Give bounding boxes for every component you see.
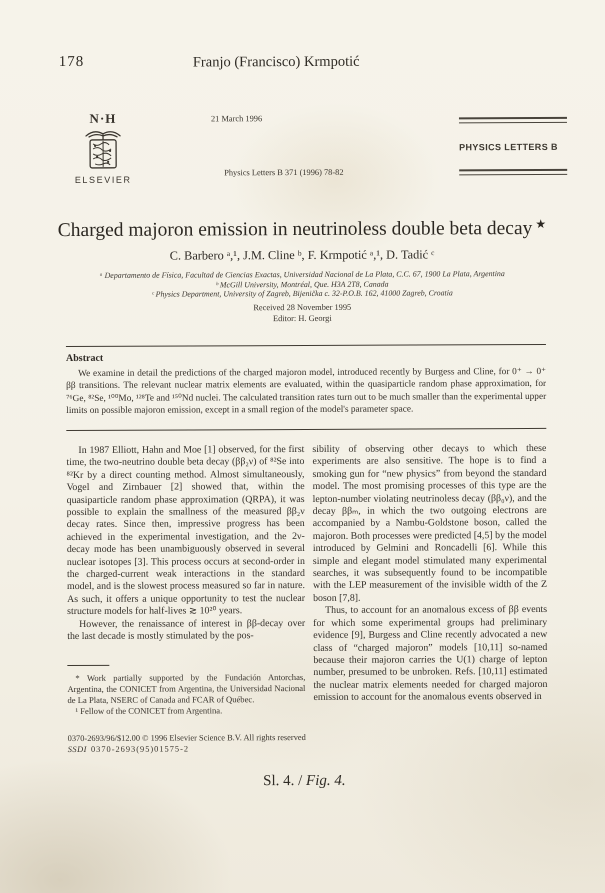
ssdi-line [68,744,306,756]
double-rule-bottom [459,169,567,175]
page-number: 178 [58,53,85,71]
double-rule-top [459,117,567,123]
running-head [0,52,604,77]
caption-prefix: Sl. 4. / [263,772,307,790]
footnote-star: * Work partially supported by the Fundación Antorchas, Argentina, the CONICET from Argentina, the Universidad Nacional de La Plata, NSERC of Canada and FCAR of Québec. [67,671,306,706]
caption-fig-label: Fig. 4. [305,772,346,789]
body-paragraph: sibility of observing other decays to which these experiments are also sensitive. The hope is to find a smoking gun for “new physics” from beyond the standard model. The most promising processes of this type are the lepton-number violating neutrinoless decay (ββ₀ν), and the decay ββₘ, in which the two outgoing electrons are accompanied by a Nambu-Goldstone boson, called the majoron. Both processes were predicted [4,5] by the model introduced by Gelmini and Roncadelli [6]. While this simple and elegant model stimulated many experimental searches, it was subsequently found to be incompatible with the LEP measurement of the invisible width of the Z boson [7,8]. [312,442,548,604]
elsevier-logo [61,111,145,185]
north-holland-monogram: N·H [89,110,117,126]
article-title-text: Charged majoron emission in neutrinoless double beta decay [57,217,533,242]
affiliation-a: ᵃ Departamento de Física, Facultad de Ciencias Exactas, Universidad Nacional de La Plata, C.C. 67, 1900 La Plata, Argentina [99,269,505,280]
title-footnote-star-icon: ★ [535,216,547,231]
left-column [66,444,305,644]
elsevier-tree-emblem-icon [81,127,125,173]
affiliations [30,269,575,300]
ssdi-number: 0370-2693(95)01575-2 [90,744,190,754]
abstract-rule-bottom [66,428,546,431]
affiliation-b: ᵇ McGill University, Montréal, Que. H3A 2T8, Canada [215,279,389,289]
editor-line: Editor: H. Georgi [272,313,332,324]
authors-line: C. Barbero ᵃ,¹, J.M. Cline ᵇ, F. Krmpotić ᵃ,¹, D. Tadić ᶜ [169,247,435,263]
received-date: Received 28 November 1995 [253,302,352,313]
article-title [39,217,564,242]
figure-caption [2,772,605,792]
issue-date: 21 March 1996 [210,114,263,124]
journal-banner [459,117,567,175]
journal-name: PHYSICS LETTERS B [459,141,558,153]
copyright-line: 0370-2693/96/$12.00 © 1996 Elsevier Science B.V. All rights reserved [67,732,306,744]
abstract-rule-top [66,344,546,347]
footnotes [67,664,305,717]
affiliation-c: ᶜ Physics Department, University of Zagreb, Bijenička c. 32-P.O.B. 162, 41000 Zagreb, Croatia [151,288,453,299]
body-paragraph: In 1987 Elliott, Hahn and Moe [1] observed, for the first time, the two-neutrino double beta decay (ββ₂ν) of ⁸²Se into ⁸²Kr by a direct counting method. Almost simultaneously, Vogel and Zirnbauer [2] showed that, within the quasiparticle random phase approximation (QRPA), it was possible to explain the smallness of the measured ββ₂ν decay rates. Since then, impressive progress has been achieved in the experimental investigation, and the 2ν-decay mode has been unambiguously observed in several nuclear isotopes [3]. This process occurs at second-order in the charged-current weak interactions in the standard model, and is the slowest process measured so far in nature. As such, it offers a unique opportunity to test the nuclear structure models for half-lives ≳ 10²⁰ years. [66,443,306,618]
footnote-fellow: ¹ Fellow of the CONICET from Argentina. [75,705,223,716]
right-column [312,443,547,705]
running-head-author: Franjo (Francisco) Krmpotić [192,53,360,71]
abstract-text: We examine in detail the predictions of the charged majoron model, introduced recently by Burgess and Cline, for 0⁺ → 0⁺ ββ transitions. The relevant nuclear matrix elements are evaluated, within the quasiparticle random phase approximation, for ⁷⁶Ge, ⁸²Se, ¹⁰⁰Mo, ¹²⁸Te and ¹⁵⁰Nd nuclei. The calculated transition rates turn out to be much smaller than the experimental upper limits on possible majoron emission, except in a small region of the model's parameter space. [66,366,547,417]
imprint [68,733,306,756]
body-paragraph: However, the renaissance of interest in ββ-decay over the last decade is mostly stimulated by the pos- [67,617,306,643]
journal-reference: Physics Letters B 371 (1996) 78-82 [224,167,344,178]
body-paragraph: Thus, to account for an anomalous excess of ββ events for which some experimental groups had preliminary evidence [9], Burgess and Cline recently advocated a new class of “charged majoron” models [10,11] so-named because their majoron carries the U(1) charge of lepton number, presumed to be unbroken. Refs. [10,11] estimated the nuclear matrix elements needed for charged majoron emission to account for the anomalous events observed in [313,604,548,704]
footnote-rule [67,665,109,666]
abstract-heading: Abstract [65,352,104,365]
elsevier-wordmark: ELSEVIER [74,174,132,185]
ssdi-label: SSDI [67,744,87,754]
